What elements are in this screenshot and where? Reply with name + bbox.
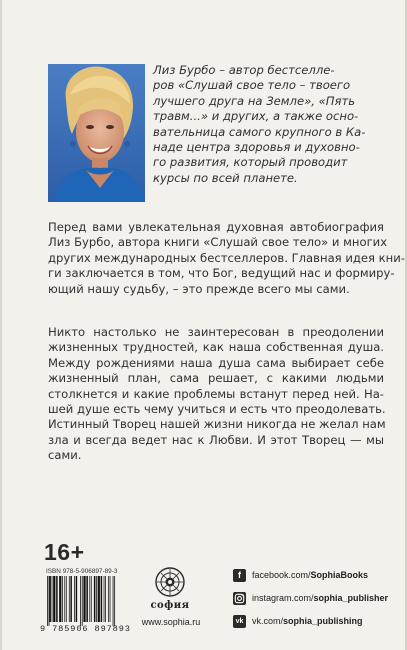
vk-handle: sophia_publishing [283, 616, 363, 626]
barcode-bar [83, 576, 85, 622]
barcode-bar [110, 576, 111, 622]
author-bio [153, 63, 381, 186]
paragraph-line: Никто настолько не заинтересован в преодолении [48, 325, 384, 339]
barcode-bar [104, 576, 105, 622]
paragraph-line: ющий нашу судьбу, – это прежде всего мы сами. [48, 281, 350, 296]
barcode-bar [52, 576, 53, 622]
publisher-website[interactable]: www.sophia.ru [141, 617, 201, 627]
bio-line: вательница самого крупного в Ка- [153, 124, 366, 139]
description-paragraph-2 [48, 325, 384, 464]
barcode-bar [91, 576, 92, 622]
bio-line: го развития, который проводит [153, 155, 348, 170]
author-portrait-image [48, 64, 145, 202]
barcode-bar [89, 576, 90, 622]
barcode-bar [47, 576, 48, 626]
barcode-digits: 9 785906 897893 [40, 624, 131, 634]
paragraph-line: Лиз Бурбо, автора книги «Слушай свое тело» и многих [48, 235, 388, 250]
barcode-bar [49, 576, 51, 622]
barcode [45, 576, 131, 626]
barcode-bar [101, 576, 103, 622]
publisher-brand: софия [150, 600, 190, 611]
instagram-prefix: instagram.com/ [252, 593, 314, 603]
facebook-link[interactable] [233, 568, 368, 582]
paragraph-line: жизненных трудностей, как наша собственная душа. [48, 340, 384, 355]
vk-icon: vk [233, 615, 246, 628]
description-paragraph-1 [48, 220, 405, 297]
isbn-label: ISBN 978-5-906897-89-3 [46, 568, 118, 575]
barcode-bar [108, 576, 109, 622]
facebook-handle: SophiaBooks [310, 570, 369, 580]
barcode-bar [59, 576, 61, 622]
barcode-bar [56, 576, 58, 622]
barcode-bar [113, 576, 114, 626]
paragraph-line: зла и всегда ведет нас к Любви. И этот Творец — мы [48, 432, 384, 447]
instagram-link[interactable] [233, 591, 388, 605]
paragraph-line: ги заключается в том, что Бог, ведущий нас и формиру- [48, 266, 395, 281]
barcode-bar [76, 576, 78, 622]
vk-prefix: vk.com/ [252, 616, 284, 626]
sophia-logo-icon [154, 566, 186, 598]
paragraph-line: других международных бестселлеров. Главная идея кни- [48, 250, 405, 265]
bio-line: Лиз Бурбо – автор бестселле- [153, 63, 335, 77]
paragraph-line: столкнется и какие проблемы встанут перед ней. На- [48, 386, 384, 401]
barcode-bar [96, 576, 97, 622]
barcode-bar [105, 576, 106, 622]
barcode-bar [66, 576, 67, 622]
barcode-bar [53, 576, 55, 622]
bio-line: ров «Слушай свое тело – твоего [153, 78, 351, 93]
barcode-bar [69, 576, 70, 622]
author-photo [48, 64, 145, 202]
barcode-bar [49, 576, 50, 626]
paragraph-line: шей душе есть чему учиться и есть что преодолевать. [48, 402, 386, 417]
barcode-bar [62, 576, 63, 622]
barcode-bar [80, 576, 81, 626]
vk-link[interactable] [233, 614, 363, 628]
paragraph-line: жизненный план, сама решает, с какими людьми [48, 371, 384, 386]
bio-line: лучшего друга на Земле», «Пять [153, 93, 356, 108]
barcode-bar [98, 576, 100, 622]
barcode-bar [64, 576, 65, 622]
instagram-icon [233, 592, 246, 605]
paragraph-line: Перед вами увлекательная духовная автобиография [48, 220, 384, 234]
facebook-icon: f [233, 569, 246, 582]
barcode-bar [70, 576, 72, 622]
barcode-bar [86, 576, 88, 622]
instagram-handle: sophia_publisher [313, 593, 389, 603]
age-rating: 16+ [44, 539, 85, 565]
paragraph-line: сами. [48, 448, 82, 463]
barcode-bar [82, 576, 83, 626]
paragraph-line: Истинный Творец нашей жизни никогда не желал нам [48, 417, 386, 432]
paragraph-line: Между рождениями наша душа сама выбирает себе [48, 355, 384, 370]
bio-line: курсы по всей планете. [153, 170, 298, 185]
barcode-bar [114, 576, 115, 626]
facebook-prefix: facebook.com/ [252, 570, 311, 580]
barcode-bar [94, 576, 96, 622]
barcode-bar [74, 576, 75, 622]
bio-line: травм...» и других, а также осно- [153, 109, 359, 124]
bio-line: наде центра здоровья и духовно- [153, 140, 360, 155]
